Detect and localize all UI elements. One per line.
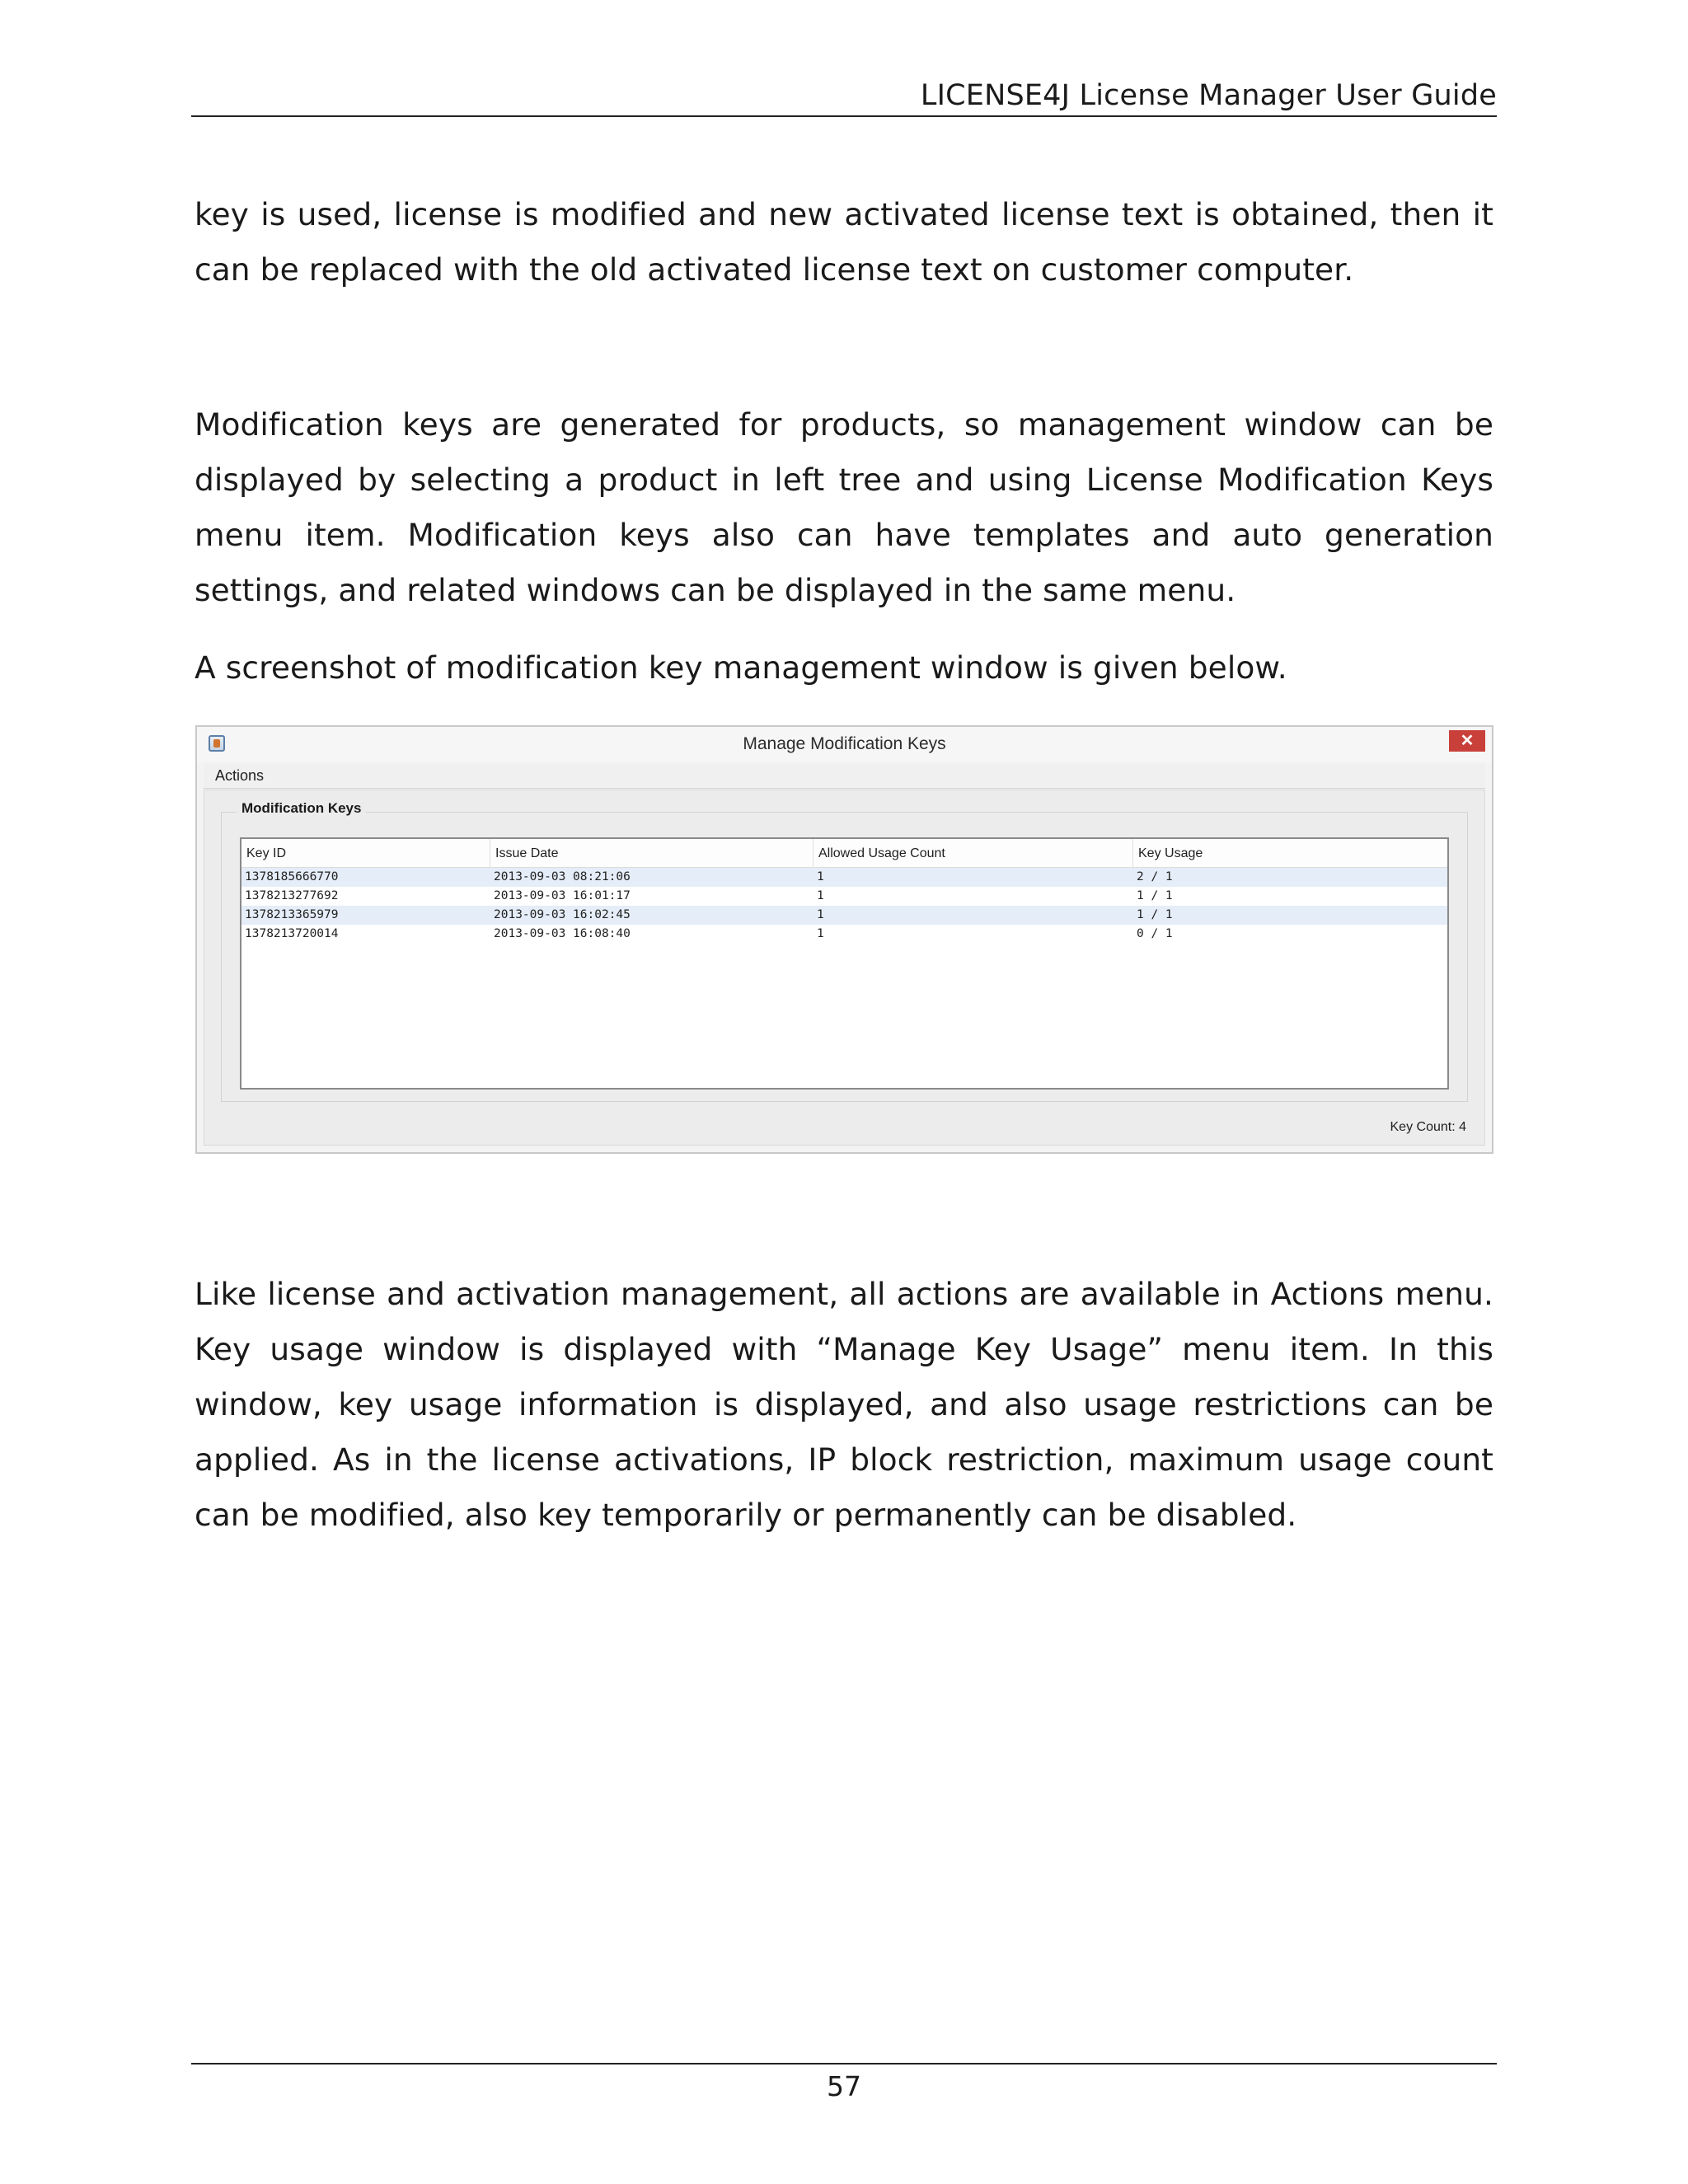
cell-issue-date: 2013-09-03 16:02:45: [494, 908, 631, 921]
table-row[interactable]: [241, 925, 1447, 944]
table-body: [241, 868, 1447, 944]
paragraph-1: key is used, license is modified and new activated license text is obtained, then it can be replaced with the old activated license text on customer computer.: [195, 196, 1493, 288]
paragraph-4: Like license and activation management, all actions are available in Actions menu. Key usage window is displayed with “Manage Key Usage” menu item. In this window, key usage information is displayed, and also usage restrictions can be applied. As in the license activations, IP block restriction, maximum usage count can be modified, also key temporarily or permanently can be disabled.: [195, 1276, 1493, 1533]
table-row[interactable]: [241, 868, 1447, 887]
column-header-issue-date[interactable]: Issue Date: [490, 839, 814, 867]
header-rule: [191, 115, 1497, 117]
paragraph-2: Modification keys are generated for products, so management window can be displayed by selecting a product in left tree and using License Modification Keys menu item. Modification keys also can have templates and auto generation settings, and related windows can be displayed in the same menu.: [195, 406, 1493, 608]
cell-allowed-usage-count: 1: [817, 870, 824, 883]
modification-keys-group: [221, 800, 1468, 1102]
table-header: [241, 839, 1447, 868]
cell-issue-date: 2013-09-03 16:01:17: [494, 889, 631, 902]
cell-key-id: 1378213277692: [245, 889, 339, 902]
cell-key-id: 1378213365979: [245, 908, 339, 921]
cell-issue-date: 2013-09-03 08:21:06: [494, 870, 631, 883]
column-header-key-usage[interactable]: Key Usage: [1138, 846, 1203, 860]
group-title: Modification Keys: [237, 800, 366, 817]
cell-key-usage: 1 / 1: [1137, 889, 1173, 902]
close-button[interactable]: ✕: [1449, 730, 1485, 752]
cell-allowed-usage-count: 1: [817, 908, 824, 921]
actions-menu[interactable]: Actions: [215, 767, 265, 784]
window-titlebar[interactable]: [197, 727, 1492, 762]
table-row[interactable]: [241, 906, 1447, 925]
cell-key-id: 1378185666770: [245, 870, 339, 883]
cell-key-usage: 2 / 1: [1137, 870, 1173, 883]
window-title: Manage Modification Keys: [743, 734, 946, 753]
cell-key-usage: 1 / 1: [1137, 908, 1173, 921]
column-header-key-id[interactable]: Key ID: [241, 839, 490, 867]
content-panel: [204, 790, 1485, 1146]
page-number: 57: [827, 2070, 861, 2102]
menu-bar: [204, 763, 1485, 789]
running-header: LICENSE4J License Manager User Guide: [920, 79, 1497, 112]
footer-rule: [191, 2063, 1497, 2064]
paragraph-3: A screenshot of modification key management window is given below.: [195, 649, 1287, 686]
key-count-label: Key Count: 4: [1390, 1120, 1466, 1134]
cell-allowed-usage-count: 1: [817, 889, 824, 902]
column-header-allowed-usage-count[interactable]: Allowed Usage Count: [814, 839, 1133, 867]
cell-allowed-usage-count: 1: [817, 927, 824, 940]
cell-issue-date: 2013-09-03 16:08:40: [494, 927, 631, 940]
manage-modification-keys-window: [195, 725, 1493, 1154]
table-row[interactable]: [241, 887, 1447, 906]
cell-key-id: 1378213720014: [245, 927, 339, 940]
modification-keys-table[interactable]: [240, 837, 1449, 1090]
cell-key-usage: 0 / 1: [1137, 927, 1173, 940]
